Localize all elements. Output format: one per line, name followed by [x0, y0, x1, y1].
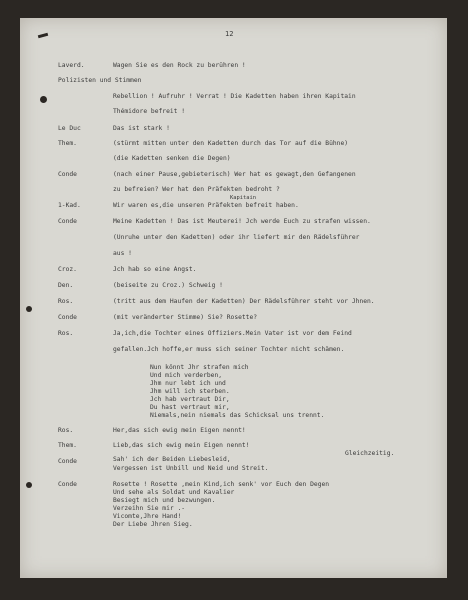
dialogue: Thémidore befreit !	[113, 108, 186, 115]
verse-line: Jhm nur lebt ich und	[150, 380, 226, 387]
speaker: Them.	[58, 442, 77, 449]
speaker: Croz.	[58, 266, 77, 273]
speaker: Laverd.	[58, 62, 85, 69]
dialogue: Rosette ! Rosette ,mein Kind,ich senk' vor Euch den Degen	[113, 481, 330, 488]
speaker: Ros.	[58, 330, 74, 337]
punch-hole	[26, 482, 32, 488]
dialogue: zu befreien? Wer hat den Präfekten bedroht ?	[113, 186, 280, 193]
dialogue: Vicomte,Jhre Hand!	[113, 513, 182, 520]
dialogue: (mit veränderter Stimme) Sie? Rosette?	[113, 314, 258, 321]
verse-line: Und mich verderben,	[150, 372, 223, 379]
speaker: Conde	[58, 314, 77, 321]
dialogue: (nach einer Pause,gebieterisch) Wer hat es gewagt,den Gefangenen	[113, 171, 356, 178]
speaker: Them.	[58, 140, 77, 147]
dialogue: Vergessen ist Unbill und Neid und Streit.	[113, 465, 269, 472]
gleichzeitig-note: Gleichzeitig.	[345, 450, 395, 457]
verse-line: Jch hab vertraut Dir,	[150, 396, 230, 403]
dialogue: Wir waren es,die unseren Präfekten befreit haben.	[113, 202, 299, 209]
speaker: 1-Kad.	[58, 202, 81, 209]
dialogue: (tritt aus dem Haufen der Kadetten) Der Rädelsführer steht vor Jhnen.	[113, 298, 375, 305]
speaker: Den.	[58, 282, 74, 289]
typed-correction: Kapitain	[230, 195, 256, 201]
verse-line: Du hast vertraut mir,	[150, 404, 230, 411]
dialogue: Ja,ich,die Tochter eines Offiziers.Mein Vater ist vor dem Feind	[113, 330, 352, 337]
speaker: Ros.	[58, 427, 74, 434]
ink-mark	[38, 33, 48, 38]
dialogue: Der Liebe Jhren Sieg.	[113, 521, 193, 528]
dialogue: Meine Kadetten ! Das ist Meuterei! Jch werde Euch zu strafen wissen.	[113, 218, 371, 225]
dialogue: Jch hab so eine Angst.	[113, 266, 197, 273]
dialogue: Verzeihn Sie mir .-	[113, 505, 186, 512]
dialogue: Besiegt mich und bezwungen.	[113, 497, 216, 504]
speaker: Conde	[58, 218, 77, 225]
dialogue: Und sehe als Soldat und Kavalier	[113, 489, 235, 496]
stage-direction: (die Kadetten senken die Degen)	[113, 155, 231, 162]
verse-line: Nun könnt Jhr strafen mich	[150, 364, 249, 371]
dialogue: Her,das sich ewig mein Eigen nennt!	[113, 427, 246, 434]
page-number: 12	[225, 30, 234, 38]
dialogue: aus !	[113, 250, 132, 257]
verse-line: Niemals,nein niemals das Schicksal uns trennt.	[150, 412, 325, 419]
dialogue: gefallen.Jch hoffe,er muss sich seiner Tochter nicht schämen.	[113, 346, 345, 353]
dialogue: (beiseite zu Croz.) Schweig !	[113, 282, 223, 289]
verse-line: Jhm will ich sterben.	[150, 388, 230, 395]
speaker: Le Duc	[58, 125, 81, 132]
dialogue: Sah' ich der Beiden Liebesleid,	[113, 456, 231, 463]
punch-hole	[26, 306, 32, 312]
speaker: Conde	[58, 481, 77, 488]
dialogue: Wagen Sie es den Rock zu berühren !	[113, 62, 246, 69]
typescript-page	[20, 18, 447, 578]
speaker: Ros.	[58, 298, 74, 305]
speaker: Conde	[58, 458, 77, 465]
dialogue: (Unruhe unter den Kadetten) oder ihr liefert mir den Rädelsführer	[113, 234, 360, 241]
dialogue: Das ist stark !	[113, 125, 170, 132]
punch-hole	[40, 96, 47, 103]
dialogue: Lieb,das sich ewig mein Eigen nennt!	[113, 442, 250, 449]
speaker: Conde	[58, 171, 77, 178]
dialogue: Rebellion ! Aufruhr ! Verrat ! Die Kadetten haben ihren Kapitain	[113, 93, 356, 100]
speaker: Polizisten und Stimmen	[58, 77, 142, 84]
stage-direction: (stürmt mitten unter den Kadetten durch das Tor auf die Bühne)	[113, 140, 349, 147]
